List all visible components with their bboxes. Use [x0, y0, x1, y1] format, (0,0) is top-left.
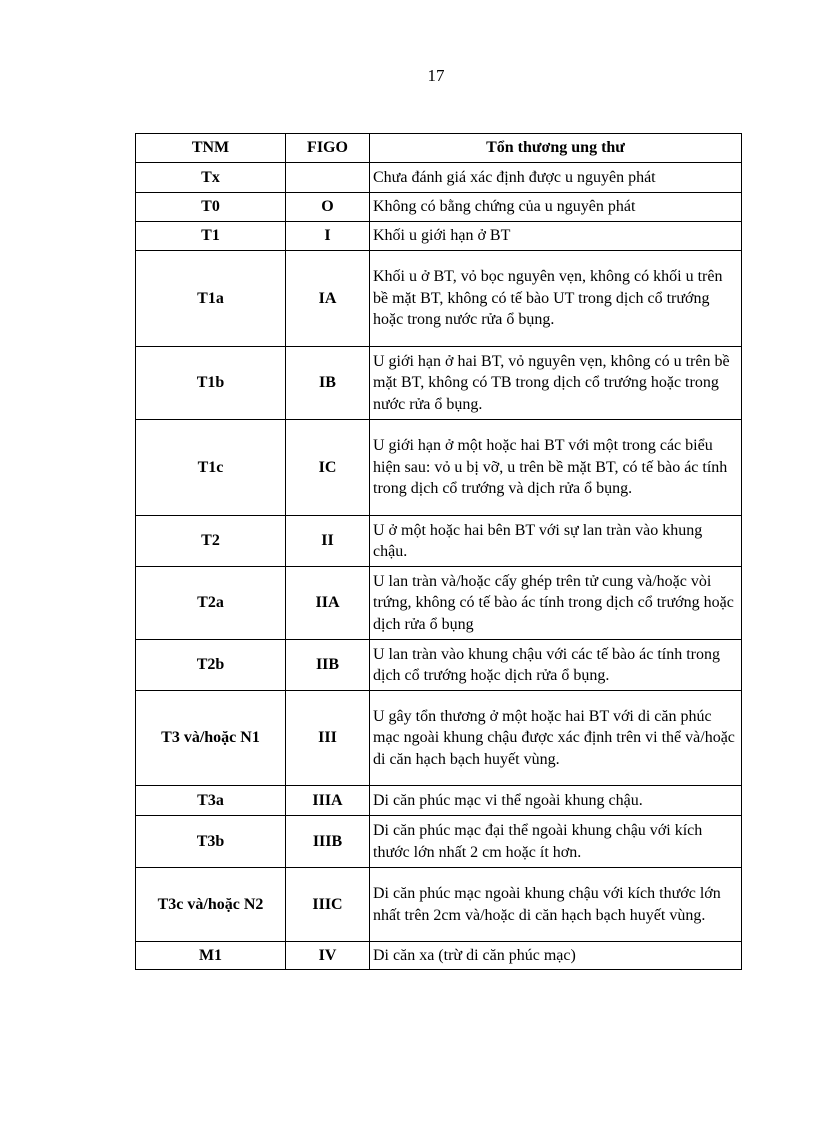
figo-cell: I — [286, 222, 370, 251]
figo-cell: III — [286, 691, 370, 786]
tnm-cell: T1b — [136, 347, 286, 420]
table-row — [136, 868, 742, 942]
table-row — [136, 347, 742, 420]
tnm-cell: T1 — [136, 222, 286, 251]
figo-cell: IIIC — [286, 868, 370, 942]
table-row — [136, 516, 742, 567]
tnm-cell: M1 — [136, 942, 286, 970]
tnm-cell: T2b — [136, 640, 286, 691]
description-cell: Di căn xa (trừ di căn phúc mạc) — [370, 942, 742, 970]
table-row — [136, 816, 742, 868]
tnm-cell: Tx — [136, 163, 286, 193]
tnm-cell: T3b — [136, 816, 286, 868]
figo-cell: O — [286, 193, 370, 222]
staging-table — [135, 133, 742, 970]
tnm-cell: T0 — [136, 193, 286, 222]
description-cell: Khối u giới hạn ở BT — [370, 222, 742, 251]
description-cell: Chưa đánh giá xác định được u nguyên phát — [370, 163, 742, 193]
figo-cell: IIIA — [286, 786, 370, 816]
tnm-cell: T1a — [136, 251, 286, 347]
figo-cell: IIIB — [286, 816, 370, 868]
figo-cell: IA — [286, 251, 370, 347]
figo-cell: IB — [286, 347, 370, 420]
figo-cell: IIA — [286, 567, 370, 640]
tnm-cell: T2 — [136, 516, 286, 567]
tnm-cell: T3c và/hoặc N2 — [136, 868, 286, 942]
description-cell: Không có bằng chứng của u nguyên phát — [370, 193, 742, 222]
header-lesion: Tổn thương ung thư — [370, 134, 742, 163]
description-cell: Di căn phúc mạc vi thể ngoài khung chậu. — [370, 786, 742, 816]
tnm-cell: T3a — [136, 786, 286, 816]
description-cell: Di căn phúc mạc ngoài khung chậu với kích thước lớn nhất trên 2cm và/hoặc di căn hạch bạch huyết vùng. — [370, 868, 742, 942]
description-cell: U giới hạn ở hai BT, vỏ nguyên vẹn, không có u trên bề mặt BT, không có TB trong dịch cổ trướng hoặc trong nước rửa ổ bụng. — [370, 347, 742, 420]
table-row — [136, 786, 742, 816]
description-cell: Khối u ở BT, vỏ bọc nguyên vẹn, không có khối u trên bề mặt BT, không có tế bào UT trong dịch cổ trướng hoặc trong nước rửa ổ bụng. — [370, 251, 742, 347]
header-tnm: TNM — [136, 134, 286, 163]
description-cell: U gây tổn thương ở một hoặc hai BT với di căn phúc mạc ngoài khung chậu được xác định trên vi thể và/hoặc di căn hạch bạch huyết vùng. — [370, 691, 742, 786]
table-row — [136, 251, 742, 347]
figo-cell: II — [286, 516, 370, 567]
table-header-row — [136, 134, 742, 163]
table-row — [136, 942, 742, 970]
table-row — [136, 163, 742, 193]
figo-cell: IV — [286, 942, 370, 970]
table-row — [136, 420, 742, 516]
description-cell: U giới hạn ở một hoặc hai BT với một trong các biểu hiện sau: vỏ u bị vỡ, u trên bề mặt BT, có tế bào ác tính trong dịch cổ trướng và dịch rửa ổ bụng. — [370, 420, 742, 516]
tnm-cell: T3 và/hoặc N1 — [136, 691, 286, 786]
table-row — [136, 640, 742, 691]
table-row — [136, 567, 742, 640]
description-cell: U lan tràn vào khung chậu với các tế bào ác tính trong dịch cổ trướng hoặc dịch rửa ổ bụng. — [370, 640, 742, 691]
header-figo: FIGO — [286, 134, 370, 163]
table-row — [136, 691, 742, 786]
tnm-cell: T2a — [136, 567, 286, 640]
description-cell: Di căn phúc mạc đại thể ngoài khung chậu với kích thước lớn nhất 2 cm hoặc ít hơn. — [370, 816, 742, 868]
tnm-cell: T1c — [136, 420, 286, 516]
page-number: 17 — [427, 66, 445, 85]
figo-cell: IIB — [286, 640, 370, 691]
figo-cell — [286, 163, 370, 193]
figo-cell: IC — [286, 420, 370, 516]
table-row — [136, 222, 742, 251]
description-cell: U ở một hoặc hai bên BT với sự lan tràn vào khung chậu. — [370, 516, 742, 567]
description-cell: U lan tràn và/hoặc cấy ghép trên tử cung và/hoặc vòi trứng, không có tế bào ác tính trong dịch cổ trướng hoặc dịch rửa ổ bụng — [370, 567, 742, 640]
table-row — [136, 193, 742, 222]
